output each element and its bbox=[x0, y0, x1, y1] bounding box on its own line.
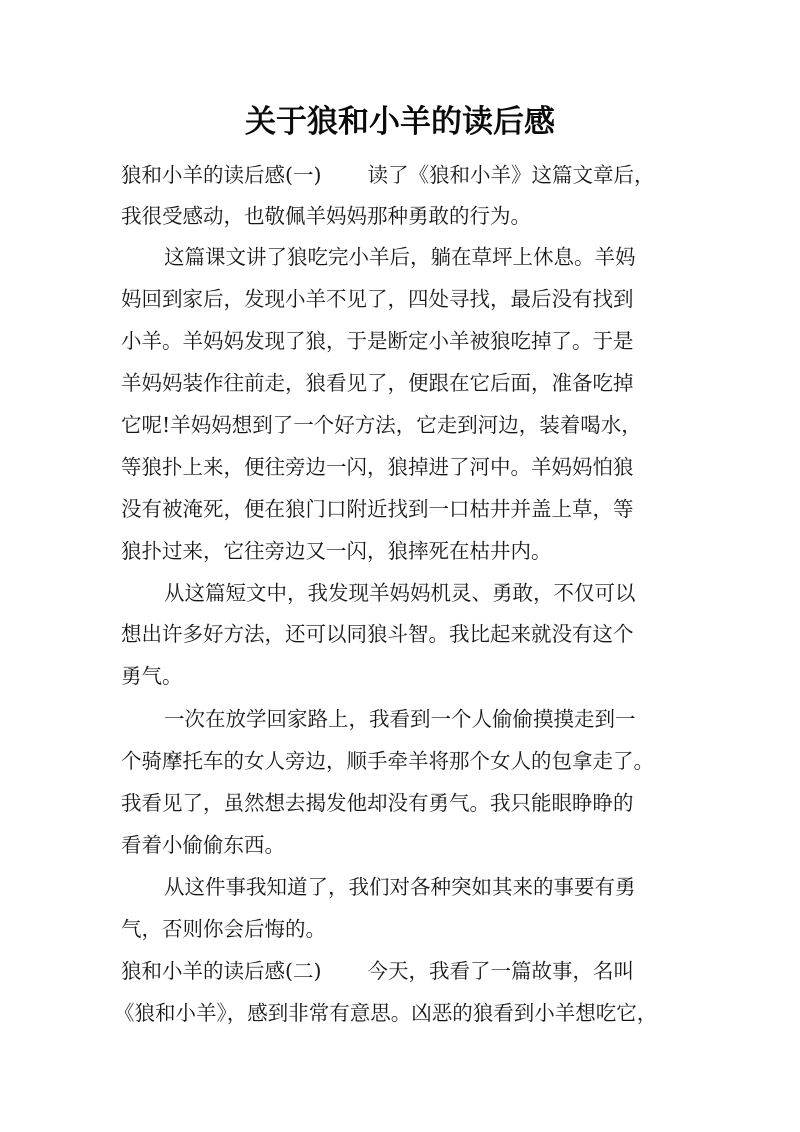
section-2-heading: 狼和小羊的读后感(二) bbox=[121, 959, 322, 983]
document-title: 关于狼和小羊的读后感 bbox=[245, 104, 555, 140]
paragraph-line: 小羊。羊妈妈发现了狼，于是断定小羊被狼吃掉了。于是 bbox=[121, 329, 634, 353]
paragraph-line: 羊妈妈装作往前走，狼看见了，便跟在它后面，准备吃掉 bbox=[121, 371, 634, 395]
paragraph-line: 气，否则你会后悔的。 bbox=[121, 917, 326, 941]
paragraph-line: 《狼和小羊》，感到非常有意思。凶恶的狼看到小羊想吃它， bbox=[114, 1001, 658, 1025]
paragraph-text: 读了《狼和小羊》这篇文章后， bbox=[367, 163, 655, 187]
paragraph-text: 今天，我看了一篇故事，名叫 bbox=[367, 959, 634, 983]
paragraph-line: 妈回到家后，发现小羊不见了，四处寻找，最后没有找到 bbox=[121, 287, 634, 311]
paragraph-line: 这篇课文讲了狼吃完小羊后，躺在草坪上休息。羊妈 bbox=[164, 245, 636, 269]
paragraph-line: 看着小偷偷东西。 bbox=[121, 833, 285, 857]
section-2-first-line bbox=[121, 959, 634, 983]
paragraph-line: 一次在放学回家路上，我看到一个人偷偷摸摸走到一 bbox=[164, 707, 636, 731]
paragraph-line: 它呢!羊妈妈想到了一个好方法，它走到河边，装着喝水， bbox=[121, 413, 642, 437]
paragraph-line: 从这件事我知道了，我们对各种突如其来的事要有勇 bbox=[164, 875, 636, 899]
section-1-first-line bbox=[121, 163, 655, 187]
paragraph-line: 我很受感动，也敬佩羊妈妈那种勇敢的行为。 bbox=[121, 204, 531, 228]
paragraph-line: 等狼扑上来，便往旁边一闪，狼掉进了河中。羊妈妈怕狼 bbox=[121, 455, 634, 479]
paragraph-line: 个骑摩托车的女人旁边，顺手牵羊将那个女人的包拿走了。 bbox=[121, 749, 654, 773]
paragraph-line: 想出许多好方法，还可以同狼斗智。我比起来就没有这个 bbox=[121, 622, 634, 646]
paragraph-line: 从这篇短文中，我发现羊妈妈机灵、勇敢，不仅可以 bbox=[164, 581, 636, 605]
paragraph-line: 勇气。 bbox=[121, 664, 183, 688]
paragraph-line: 狼扑过来，它往旁边又一闪，狼摔死在枯井内。 bbox=[121, 539, 552, 563]
paragraph-line: 我看见了，虽然想去揭发他却没有勇气。我只能眼睁睁的 bbox=[121, 791, 634, 815]
section-1-heading: 狼和小羊的读后感(一) bbox=[121, 163, 322, 187]
paragraph-line: 没有被淹死，便在狼门口附近找到一口枯井并盖上草，等 bbox=[121, 497, 634, 521]
